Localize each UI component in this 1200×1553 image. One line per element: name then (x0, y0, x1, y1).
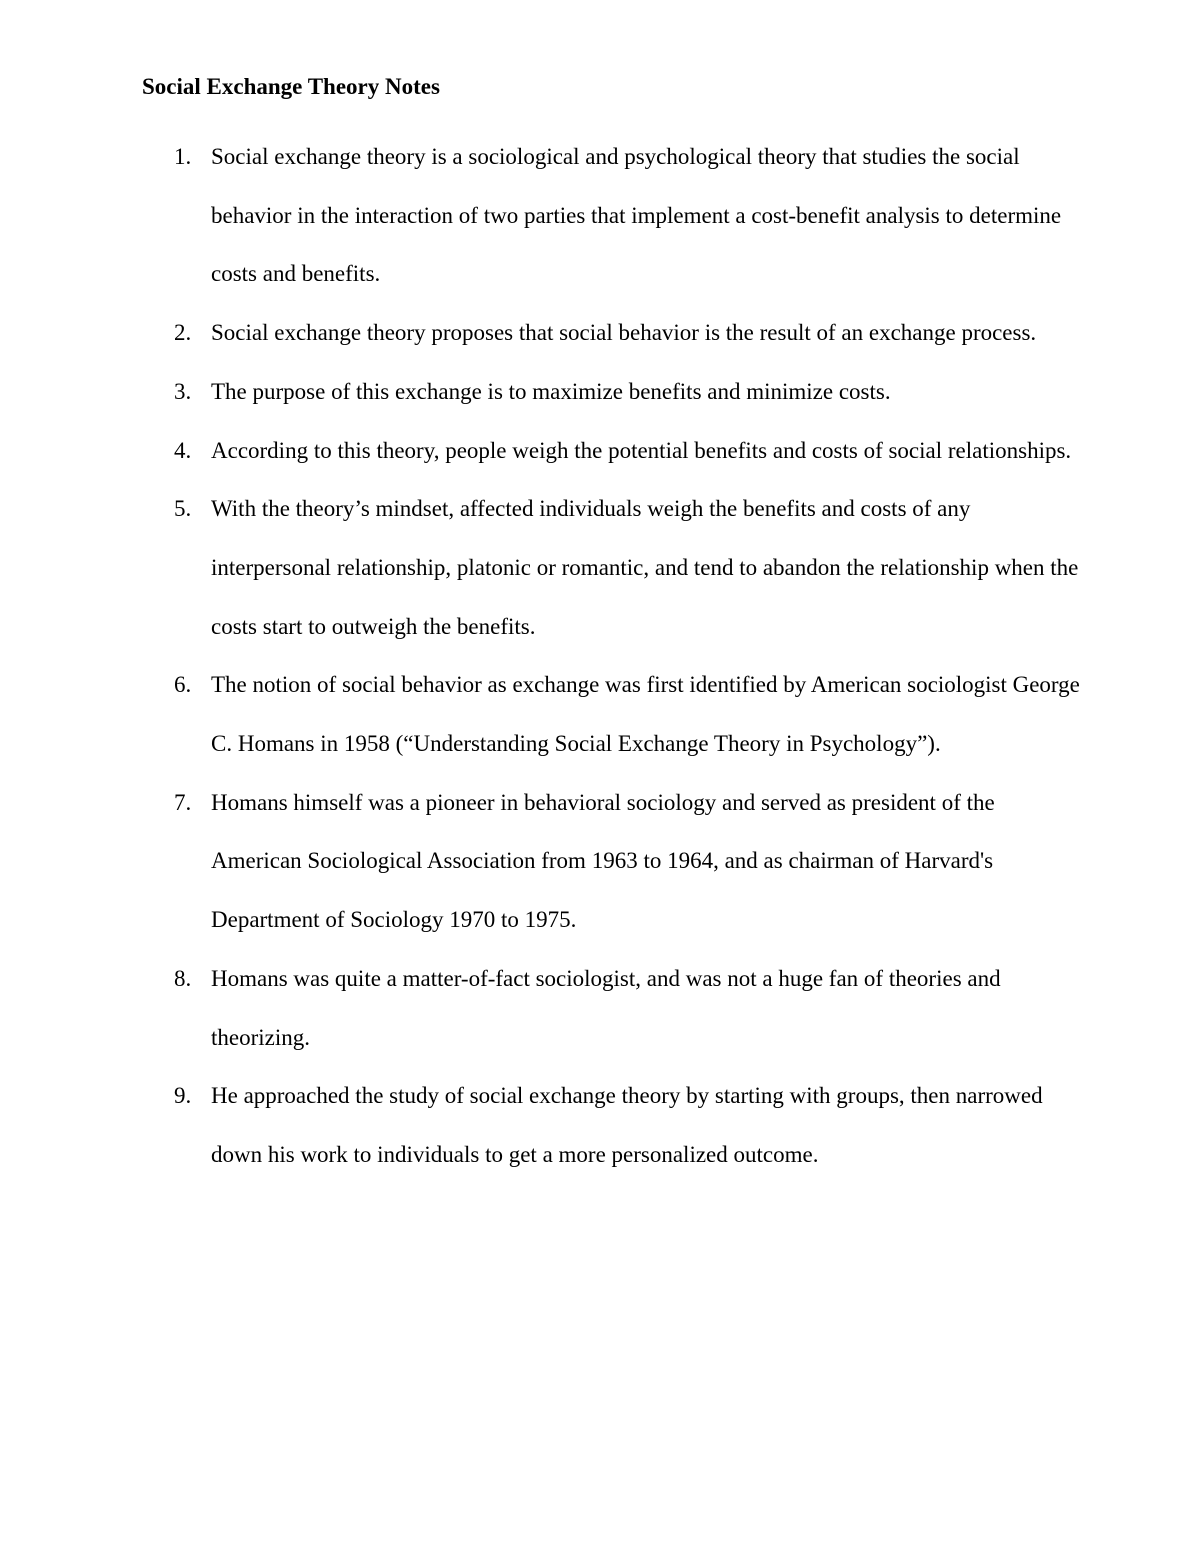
note-item-1 (140, 128, 1080, 304)
note-item-3 (140, 363, 1080, 422)
note-number: 4. (174, 437, 192, 463)
document-title: Social Exchange Theory Notes (142, 74, 440, 99)
note-number: 9. (174, 1083, 192, 1109)
note-text: Homans was quite a matter-of-fact sociologist, and was not a huge fan of theories and theorizing. (211, 965, 1001, 1050)
note-text: He approached the study of social exchange theory by starting with groups, then narrowed down his work to individuals to get a more personalized outcome. (211, 1083, 1043, 1167)
note-item-2 (140, 304, 1080, 363)
note-text: Homans himself was a pioneer in behavioral sociology and served as president of the American Sociological Association from 1963 to 1964, and as chairman of Harvard's Department of Sociology 1970 to 1975. (211, 789, 995, 933)
note-item-8 (140, 950, 1080, 1067)
note-text: The notion of social behavior as exchange was first identified by American sociologist George C. Homans in 1958 (“Understanding Social Exchange Theory in Psychology”). (211, 672, 1080, 757)
note-item-5 (140, 480, 1080, 656)
note-text: According to this theory, people weigh the potential benefits and costs of social relationships. (211, 437, 1072, 463)
note-item-7 (140, 774, 1080, 950)
note-number: 3. (174, 378, 192, 404)
note-number: 5. (174, 496, 192, 522)
notes-list (140, 128, 1080, 1185)
note-number: 1. (174, 144, 192, 169)
note-number: 7. (174, 789, 192, 815)
note-number: 8. (174, 965, 192, 991)
note-item-6 (140, 656, 1080, 773)
note-text: The purpose of this exchange is to maximize benefits and minimize costs. (211, 378, 891, 404)
note-text: With the theory’s mindset, affected individuals weigh the benefits and costs of any interpersonal relationship, platonic or romantic, and tend to abandon the relationship when the costs start to outweigh the benefits. (211, 496, 1079, 639)
note-number: 2. (174, 320, 192, 346)
note-text: Social exchange theory proposes that social behavior is the result of an exchange process. (211, 320, 1037, 346)
note-item-9 (140, 1067, 1080, 1184)
note-number: 6. (174, 672, 192, 698)
note-item-4 (140, 422, 1080, 481)
note-text: Social exchange theory is a sociological and psychological theory that studies the social behavior in the interaction of two parties that implement a cost-benefit analysis to determine costs and benefits. (211, 144, 1062, 287)
